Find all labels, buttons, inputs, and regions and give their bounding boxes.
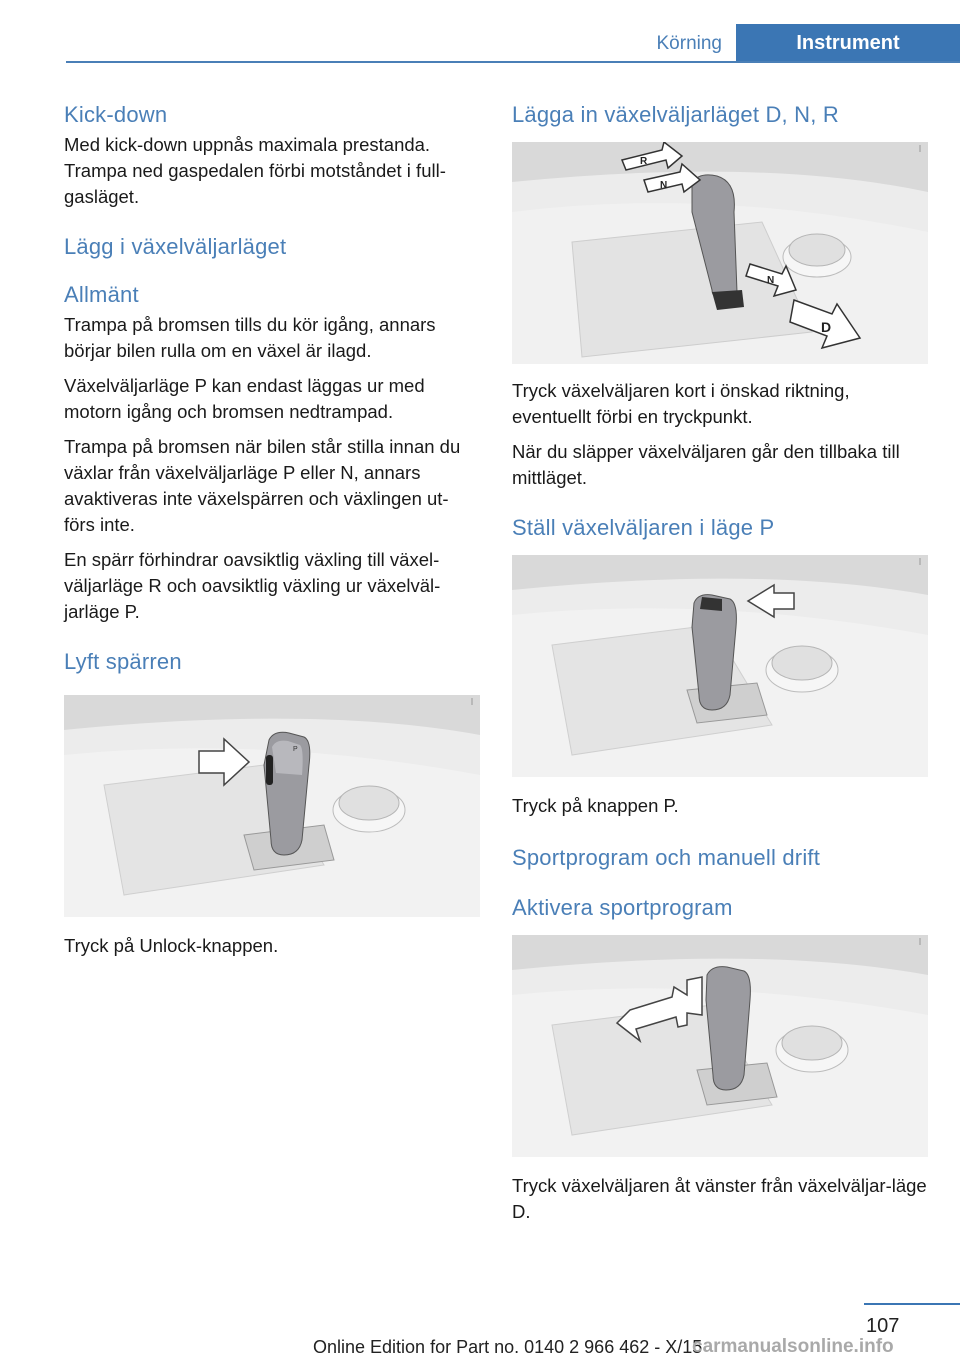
right-column xyxy=(512,100,928,1225)
knob-letter: P xyxy=(293,746,298,753)
allmant-text-1: Trampa på bromsen tills du kör igång, annars börjar bilen rulla om en växel är ilagd. xyxy=(64,314,436,361)
kickdown-heading: Kick-down xyxy=(64,102,168,127)
aktivera-heading: Aktivera sportprogram xyxy=(512,895,733,920)
dnr-heading: Lägga in växelväljarläget D, N, R xyxy=(512,102,839,127)
stall-caption: Tryck på knappen P. xyxy=(512,795,679,816)
aktivera-caption: Tryck växelväljaren åt vänster från växelväljar-läge D. xyxy=(512,1175,927,1222)
page-number: 107 xyxy=(866,1315,900,1337)
page-header xyxy=(0,0,960,62)
chapter-tab[interactable]: Instrument xyxy=(736,24,960,62)
dnr-text-1: Tryck växelväljaren kort i önskad riktning, eventuellt förbi en tryckpunkt. xyxy=(512,380,850,427)
sport-heading: Sportprogram och manuell drift xyxy=(512,845,821,870)
lyft-heading: Lyft spärren xyxy=(64,649,182,674)
footer-rule xyxy=(864,1303,960,1305)
figure-unlock-button xyxy=(64,695,480,917)
arrow-label-n-top: N xyxy=(660,180,668,191)
figure-gear-positions xyxy=(512,142,928,364)
edition-line: Online Edition for Part no. 0140 2 966 462 - X/15 xyxy=(313,1337,703,1357)
lyft-caption: Tryck på Unlock-knappen. xyxy=(64,935,279,956)
kickdown-text-2: Trampa ned gaspedalen förbi motståndet i full-gasläget. xyxy=(64,160,446,207)
dnr-text-2: När du släpper växelväljaren går den tillbaka till mittläget. xyxy=(512,441,900,488)
arrow-label-d: D xyxy=(821,319,832,335)
kickdown-text-1: Med kick-down uppnås maximala prestanda. xyxy=(64,134,431,155)
arrow-label-n-bottom: N xyxy=(767,275,775,286)
left-column xyxy=(64,100,480,959)
allmant-text-4: En spärr förhindrar oavsiktlig växling till växel-väljarläge R och oavsiktlig växling ur växelväl-jarläge P. xyxy=(64,549,441,622)
stall-heading: Ställ växelväljaren i läge P xyxy=(512,515,775,540)
lagg-heading: Lägg i växelväljarläget xyxy=(64,234,287,259)
figure-park-button xyxy=(512,555,928,777)
section-tab[interactable]: Körning xyxy=(656,33,722,54)
allmant-heading: Allmänt xyxy=(64,282,139,307)
figure-sport-program xyxy=(512,935,928,1157)
arrow-label-r: R xyxy=(640,156,648,167)
allmant-text-2: Växelväljarläge P kan endast läggas ur med motorn igång och bromsen nedtrampad. xyxy=(64,375,425,422)
watermark[interactable]: carmanualsonline.info xyxy=(692,1336,894,1357)
header-rule xyxy=(66,61,960,63)
allmant-text-3: Trampa på bromsen när bilen står stilla innan du växlar från växelväljarläge P eller N, annars avaktiveras inte växelspärren och växlingen ut-förs inte. xyxy=(64,436,461,535)
